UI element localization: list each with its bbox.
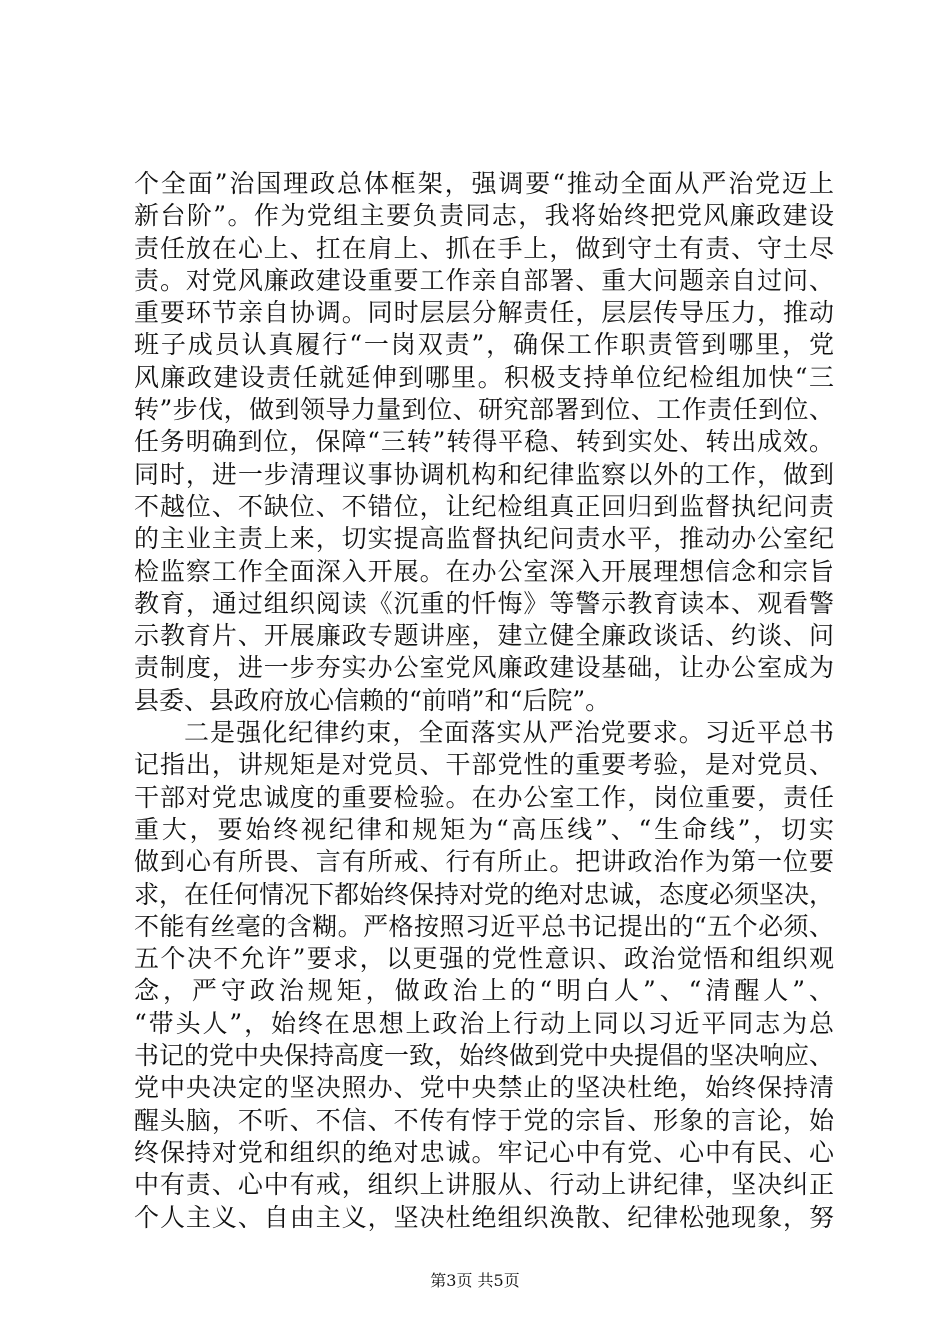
text-line: 教育，通过组织阅读《沉重的忏悔》等警示教育读本、观看警	[134, 588, 834, 618]
paragraph-start-line: 二是强化纪律约束，全面落实从严治党要求。习近平总书	[184, 718, 834, 748]
text-line: 个全面”治国理政总体框架，强调要“推动全面从严治党迈上	[134, 169, 834, 198]
text-line: 党中央决定的坚决照办、党中央禁止的坚决杜绝，始终保持清	[134, 1073, 834, 1103]
text-line: 醒头脑，不听、不信、不传有悖于党的宗旨、形象的言论，始	[134, 1105, 834, 1135]
text-line: 的主业主责上来，切实提高监督执纪问责水平，推动办公室纪	[134, 524, 834, 554]
text-line: 干部对党忠诚度的重要检验。在办公室工作，岗位重要，责任	[134, 782, 834, 812]
text-line: 书记的党中央保持高度一致，始终做到党中央提倡的坚决响应、	[134, 1041, 835, 1071]
text-line: “带头人”，始终在思想上政治上行动上同以习近平同志为总	[134, 1008, 834, 1038]
text-line: 转”步伐，做到领导力量到位、研究部署到位、工作责任到位、	[134, 395, 834, 425]
text-line: 责任放在心上、扛在肩上、抓在手上，做到守土有责、守土尽	[134, 233, 834, 263]
text-line: 责。对党风廉政建设重要工作亲自部署、重大问题亲自过问、	[134, 265, 834, 295]
text-line: 个人主义、自由主义，坚决杜绝组织涣散、纪律松弛现象，努	[134, 1202, 834, 1232]
text-line: 终保持对党和组织的绝对忠诚。牢记心中有党、心中有民、心	[134, 1137, 834, 1167]
text-line: 做到心有所畏、言有所戒、行有所止。把讲政治作为第一位要	[134, 847, 834, 877]
text-line: 同时，进一步清理议事协调机构和纪律监察以外的工作，做到	[134, 459, 834, 489]
text-line: 新台阶”。作为党组主要负责同志，我将始终把党风廉政建设	[134, 201, 834, 231]
text-line: 责制度，进一步夯实办公室党风廉政建设基础，让办公室成为	[134, 653, 834, 683]
page-number-footer: 第3页 共5页	[430, 1271, 520, 1290]
text-line: 中有责、心中有戒，组织上讲服从、行动上讲纪律，坚决纠正	[134, 1170, 834, 1200]
text-line: 重要环节亲自协调。同时层层分解责任，层层传导压力，推动	[134, 298, 834, 328]
text-line: 求，在任何情况下都始终保持对党的绝对忠诚，态度必须坚决，	[134, 879, 835, 909]
text-line: 班子成员认真履行“一岗双责”，确保工作职责管到哪里，党	[134, 330, 834, 360]
text-line: 不越位、不缺位、不错位，让纪检组真正回归到监督执纪问责	[134, 491, 834, 521]
text-line: 检监察工作全面深入开展。在办公室深入开展理想信念和宗旨	[134, 556, 834, 586]
text-line: 不能有丝毫的含糊。严格按照习近平总书记提出的“五个必须、	[134, 911, 834, 941]
text-line: 重大，要始终视纪律和规矩为“高压线”、“生命线”，切实	[134, 814, 834, 844]
text-line: 任务明确到位，保障“三转”转得平稳、转到实处、转出成效。	[134, 427, 834, 457]
text-line: 念，严守政治规矩，做政治上的“明白人”、“清醒人”、	[134, 976, 834, 1006]
text-line: 示教育片、开展廉政专题讲座，建立健全廉政谈话、约谈、问	[134, 621, 834, 651]
text-line: 风廉政建设责任就延伸到哪里。积极支持单位纪检组加快“三	[134, 362, 834, 392]
body-text	[134, 168, 834, 1234]
paragraph-end-line: 县委、县政府放心信赖的“前哨”和“后院”。	[134, 685, 611, 715]
text-line: 记指出，讲规矩是对党员、干部党性的重要考验，是对党员、	[134, 750, 834, 780]
text-line: 五个决不允许”要求，以更强的党性意识、政治觉悟和组织观	[134, 944, 834, 974]
